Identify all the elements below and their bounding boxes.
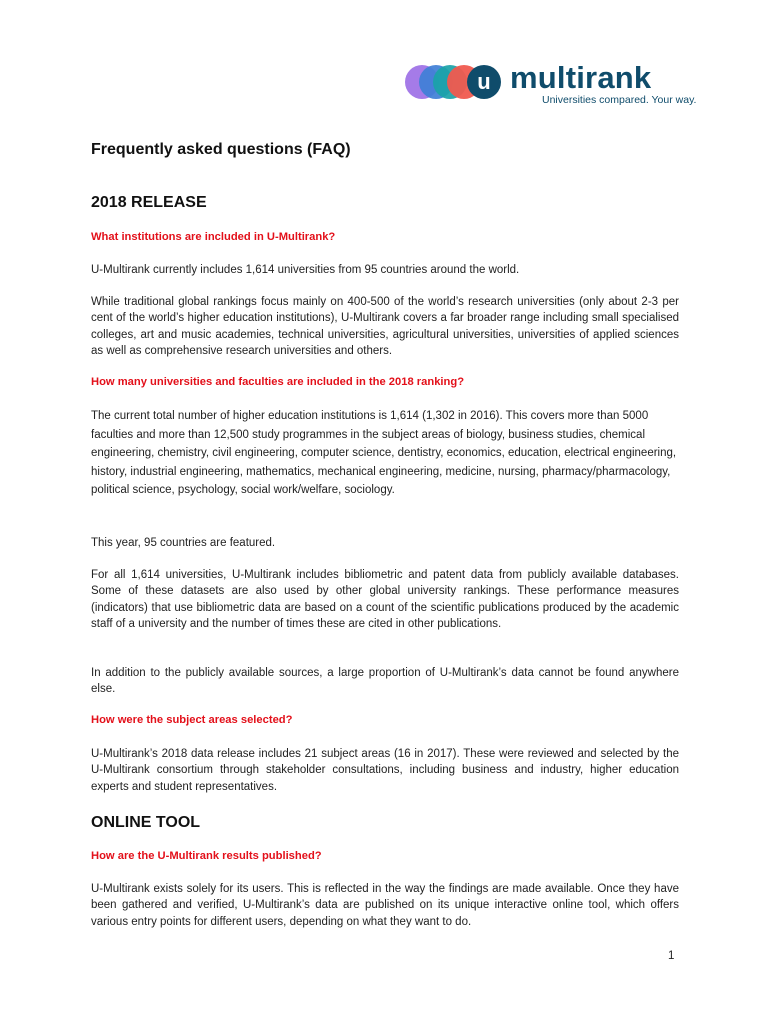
- faq-answer-paragraph: For all 1,614 universities, U-Multirank includes bibliometric and patent data from publicly available databases. Some of these datasets are also used by other global university rankings. These performance measures (indicators) that use bibliometric data are based on a count of the scientific publications produced by the academic staff of a university and the number of times these are cited in other publications.: [91, 569, 679, 630]
- page-number: 1: [668, 950, 675, 962]
- faq-answer-paragraph: While traditional global rankings focus mainly on 400-500 of the world’s research universities (only about 2-3 per cent of the world’s higher education institutions), U-Multirank covers a far broader range including small specialised colleges, art and music academies, technical universities, agricultural universities, universities of applied sciences as well as comprehensive research universities and others.: [91, 296, 679, 357]
- faq-question-subject-areas: How were the subject areas selected?: [91, 714, 293, 726]
- faq-answer-paragraph: U-Multirank’s 2018 data release includes 21 subject areas (16 in 2017). These were reviewed and selected by the U-Multirank consortium through stakeholder consultations, including business and industry, higher education experts and student representatives.: [91, 748, 679, 793]
- faq-question-institutions: What institutions are included in U-Multirank?: [91, 231, 336, 243]
- document-title: Frequently asked questions (FAQ): [91, 141, 351, 158]
- faq-question-universities-faculties: How many universities and faculties are included in the 2018 ranking?: [91, 376, 465, 388]
- faq-answer-paragraph: The current total number of higher education institutions is 1,614 (1,302 in 2016). This covers more than 5000 faculties and more than 12,500 study programmes in the subject areas of biology, business studies, chemical engineering, chemistry, civil engineering, computer science, dentistry, economics, education, electrical engineering, history, industrial engineering, mathematics, mechanical engineering, medicine, nursing, pharmacy/pharmacology, political science, psychology, social work/welfare, sociology.: [91, 410, 677, 497]
- faq-answer-paragraph: This year, 95 countries are featured.: [91, 537, 276, 549]
- faq-answer-paragraph: U-Multirank exists solely for its users. This is reflected in the way the findings are made available. Once they have been gathered and verified, U-Multirank’s data are published on its unique interactive online tool, which offers various entry points for different users, depending on what they want to do.: [91, 883, 679, 928]
- faq-answer-paragraph: U-Multirank currently includes 1,614 universities from 95 countries around the world.: [91, 264, 520, 276]
- section-heading-online-tool: ONLINE TOOL: [91, 814, 201, 831]
- logo-wordmark: multirank: [510, 60, 652, 95]
- logo-badge-letter: u: [477, 69, 491, 94]
- u-multirank-logo: [404, 60, 697, 108]
- faq-answer-paragraph: In addition to the publicly available sources, a large proportion of U-Multirank’s data cannot be found anywhere else.: [91, 667, 679, 696]
- faq-question-results-published: How are the U-Multirank results published?: [91, 850, 322, 862]
- logo-circles-icon: [404, 64, 504, 100]
- section-heading-2018-release: 2018 RELEASE: [91, 194, 207, 211]
- logo-tagline: Universities compared. Your way.: [542, 94, 697, 106]
